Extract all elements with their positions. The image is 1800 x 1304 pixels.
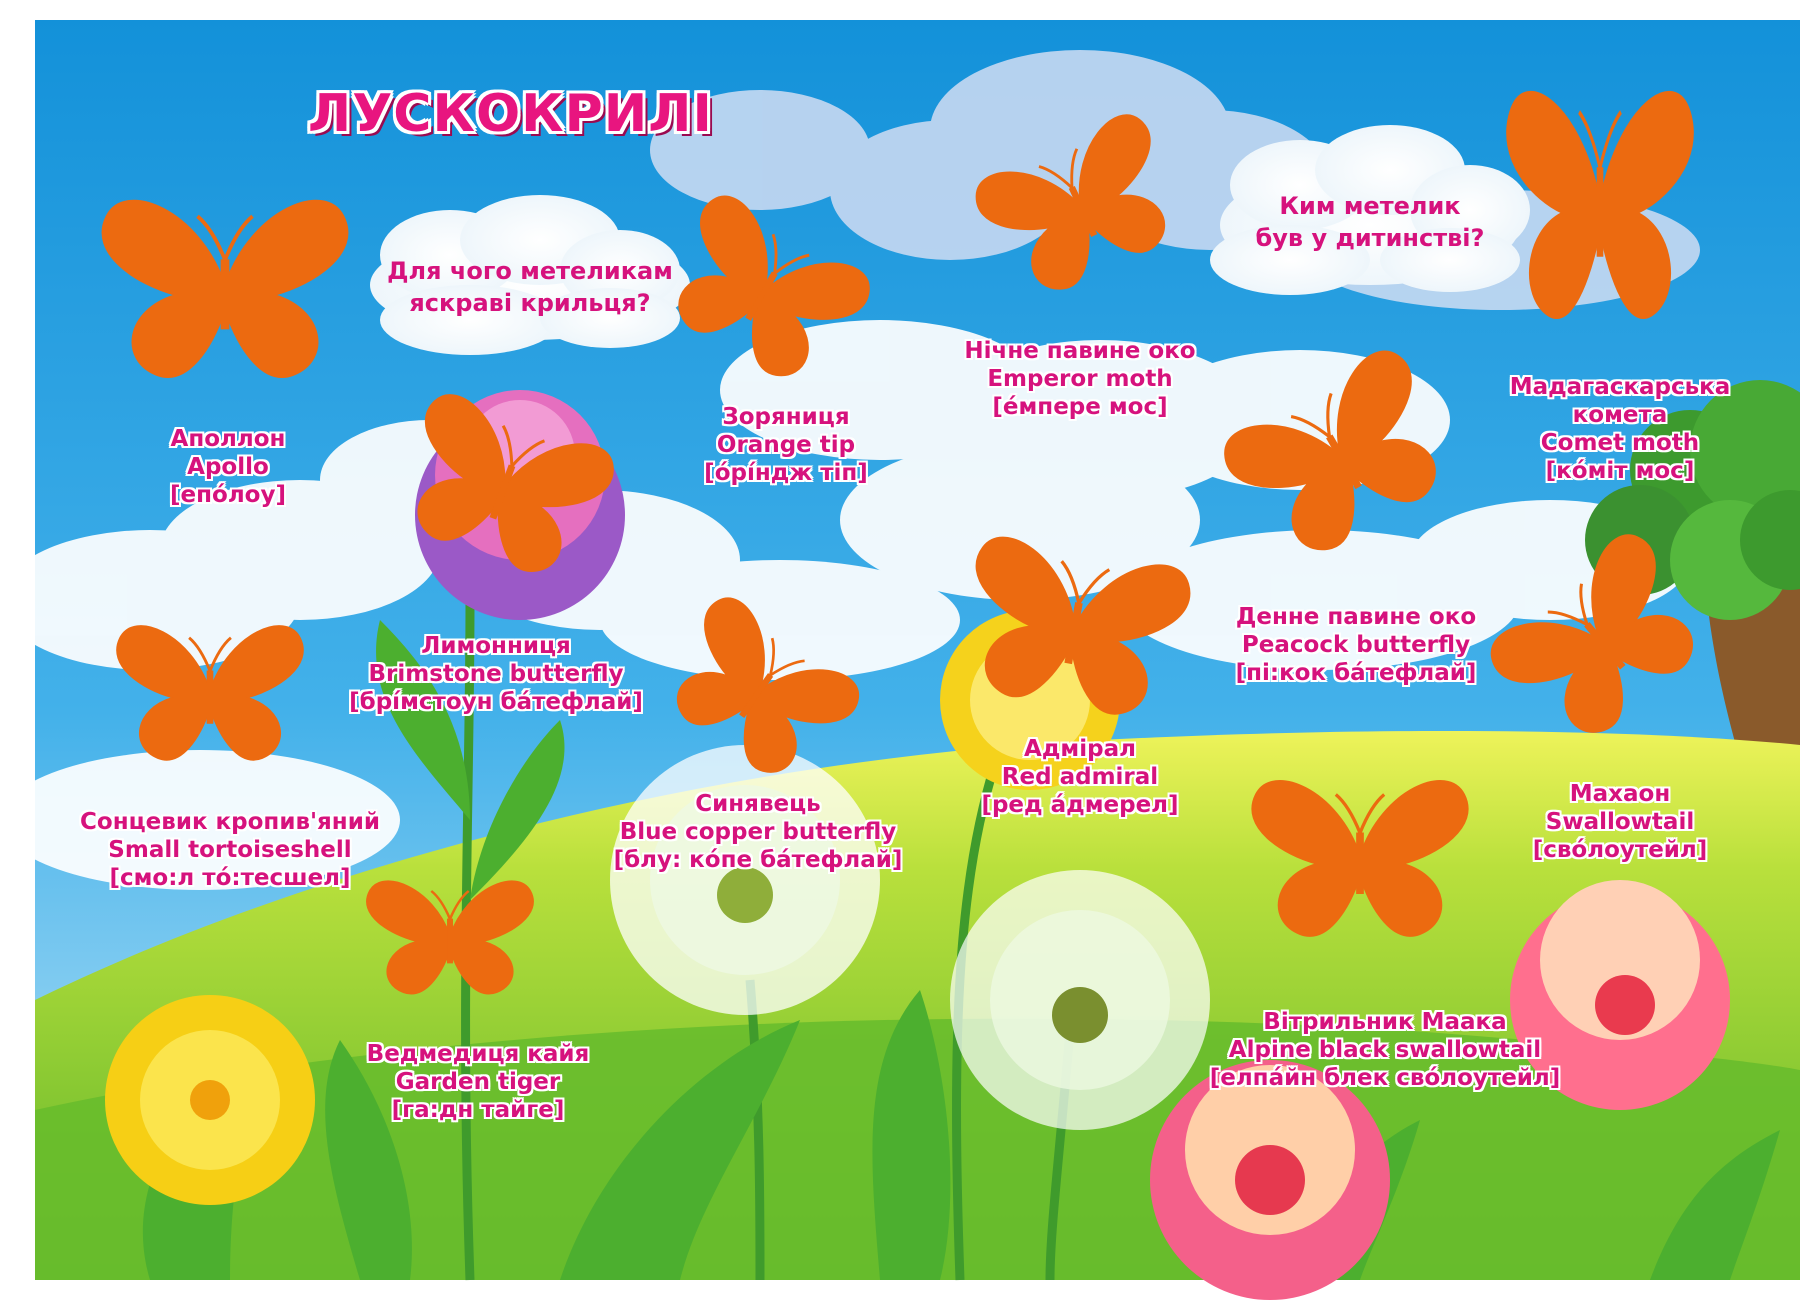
- species-pronunciation: [елпа́йн блек сво́лоутейл]: [1209, 1065, 1561, 1092]
- species-pronunciation: [брі́мстоун ба́тефлай]: [349, 689, 643, 716]
- species-pronunciation: [смо:л то́:тесшел]: [109, 865, 351, 892]
- dandelion-right: [950, 870, 1210, 1130]
- species-name-ua: Вітрильник Маака: [1263, 1009, 1507, 1035]
- label-brimstone: [349, 632, 643, 716]
- species-name-en: Comet moth: [1540, 430, 1700, 457]
- species-pronunciation: [о́рíндж тіп]: [704, 460, 868, 487]
- species-name-ua: Мадагаскарська комета: [1509, 374, 1731, 429]
- label-comet-moth: [1505, 373, 1735, 485]
- species-name-en: Blue copper butterfly: [619, 819, 897, 846]
- question-bright-wings: [387, 255, 673, 320]
- species-name-ua: Зоряниця: [722, 404, 850, 430]
- species-pronunciation: [пі:кок ба́тефлай]: [1235, 660, 1477, 687]
- species-name-en: Small tortoiseshell: [108, 837, 352, 864]
- species-name-ua: Ведмедиця кайя: [366, 1041, 590, 1067]
- label-peacock: [1236, 603, 1477, 687]
- label-orange-tip: [704, 403, 868, 487]
- species-name-en: Orange tip: [716, 432, 856, 459]
- species-name-ua: Синявець: [695, 791, 821, 817]
- species-name-en: Peacock butterfly: [1241, 632, 1471, 659]
- label-swallowtail: [1533, 780, 1708, 864]
- label-garden-tiger: [367, 1040, 590, 1124]
- species-name-ua: Лимонниця: [421, 633, 571, 659]
- flower-yellow-left: [105, 995, 315, 1205]
- species-pronunciation: [епо́лоу]: [170, 482, 286, 509]
- question-childhood: [1256, 190, 1485, 255]
- species-name-en: Brimstone butterfly: [368, 661, 624, 688]
- question-line: був у дитинстві?: [1255, 224, 1485, 253]
- species-name-ua: Адмірал: [1024, 736, 1136, 762]
- label-small-tortoiseshell: [80, 808, 380, 892]
- species-name-en: Emperor moth: [987, 366, 1173, 393]
- species-pronunciation: [е́мпере мос]: [992, 394, 1168, 421]
- question-line: яскраві крильця?: [409, 289, 651, 318]
- species-name-en: Alpine black swallowtail: [1228, 1037, 1542, 1064]
- species-name-ua: Махаон: [1569, 781, 1671, 807]
- dandelion-left: [610, 745, 880, 1015]
- species-pronunciation: [блу: ко́пе ба́тефлай]: [613, 847, 903, 874]
- page-title: ЛУСКОКРИЛІ: [308, 84, 713, 144]
- species-pronunciation: [ред а́дмерел]: [981, 792, 1179, 819]
- species-name-en: Red admiral: [1001, 764, 1159, 791]
- species-name-en: Swallowtail: [1545, 809, 1695, 836]
- label-red-admiral: [981, 735, 1178, 819]
- species-name-ua: Нічне павине око: [964, 338, 1196, 364]
- species-name-en: Apollo: [187, 454, 269, 481]
- species-name-ua: Сонцевик кропив'яний: [80, 809, 380, 835]
- species-pronunciation: [сво́лоутейл]: [1532, 837, 1708, 864]
- label-blue-copper: [614, 790, 903, 874]
- question-line: Для чого метеликам: [387, 257, 673, 285]
- flower-pink-bottom: [1150, 1060, 1390, 1300]
- species-pronunciation: [ко́міт мос]: [1545, 458, 1695, 485]
- label-emperor-moth: [964, 337, 1195, 421]
- species-name-ua: Аполлон: [170, 426, 286, 452]
- species-name-en: Garden tiger: [395, 1069, 561, 1096]
- species-name-ua: Денне павине око: [1235, 604, 1477, 630]
- label-apollo: [170, 425, 286, 509]
- species-pronunciation: [га:дн тайге]: [391, 1097, 565, 1124]
- question-line: Ким метелик: [1279, 192, 1461, 220]
- label-alpine-swallowtail: [1210, 1008, 1561, 1092]
